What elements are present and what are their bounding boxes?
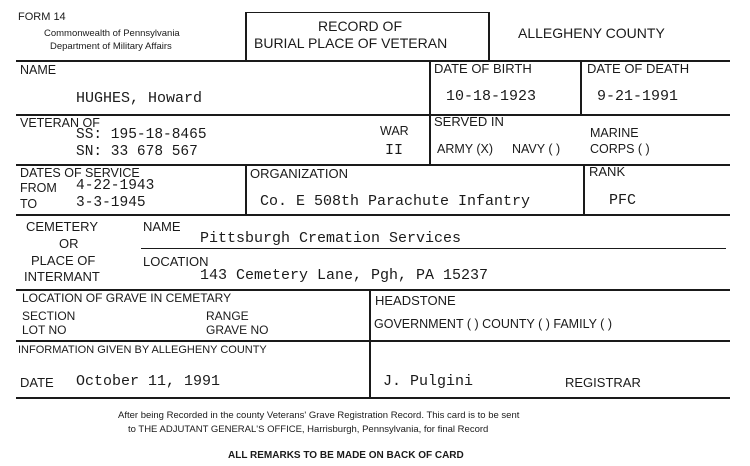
veteran-of-label: VETERAN OF — [20, 116, 100, 130]
organization-value: Co. E 508th Parachute Infantry — [260, 193, 531, 210]
information-given-label: INFORMATION GIVEN BY ALLEGHENY COUNTY — [18, 344, 267, 356]
veteran-name: HUGHES, Howard — [76, 90, 203, 107]
rule-header-left — [245, 12, 247, 60]
date-of-birth-label: DATE OF BIRTH — [434, 61, 532, 76]
rule-service-org — [245, 164, 247, 214]
rule-cemetery-name — [141, 248, 726, 249]
navy-option: NAVY ( ) — [512, 142, 561, 156]
form-title-line-1: RECORD OF — [318, 18, 402, 34]
cemetery-location-label: LOCATION — [143, 254, 209, 269]
rule-info-row — [16, 397, 730, 399]
footer-remarks-note: ALL REMARKS TO BE MADE ON BACK OF CARD — [228, 450, 464, 461]
agency-line-1: Commonwealth of Pennsylvania — [44, 28, 180, 39]
county-name: ALLEGHENY COUNTY — [518, 25, 665, 41]
war-value: II — [385, 142, 404, 159]
form-title-line-2: BURIAL PLACE OF VETERAN — [254, 35, 448, 51]
rule-grave-row — [16, 340, 730, 342]
record-date-label: DATE — [20, 375, 54, 390]
form-number: FORM 14 — [18, 11, 66, 23]
to-label: TO — [20, 197, 38, 211]
rule-service-row — [16, 214, 730, 216]
from-label: FROM — [20, 181, 57, 195]
war-label: WAR — [380, 124, 409, 138]
section-label: SECTION — [22, 309, 76, 323]
dates-of-service-label: DATES OF SERVICE — [20, 166, 140, 180]
rule-name-birth — [429, 60, 431, 164]
rule-name-row — [16, 114, 730, 116]
grave-location-label: LOCATION OF GRAVE IN CEMETARY — [22, 291, 232, 305]
cemetery-label: CEMETERY — [26, 219, 98, 234]
rule-header-right — [488, 12, 490, 60]
headstone-options: GOVERNMENT ( ) COUNTY ( ) FAMILY ( ) — [374, 317, 612, 331]
rule-birth-death — [580, 60, 582, 114]
organization-label: ORGANIZATION — [250, 166, 348, 181]
social-security-number: SS: 195-18-8465 — [76, 127, 207, 143]
cemetery-name-value: Pittsburgh Cremation Services — [200, 230, 462, 247]
date-of-death-value: 9-21-1991 — [597, 88, 679, 105]
rank-value: PFC — [609, 192, 637, 209]
name-label: NAME — [20, 63, 57, 77]
lot-number-label: LOT NO — [22, 323, 67, 337]
served-in-label: SERVED IN — [434, 114, 504, 129]
record-date-value: October 11, 1991 — [76, 373, 221, 390]
marine-corps-option: CORPS ( ) — [590, 142, 650, 156]
grave-number-label: GRAVE NO — [206, 323, 269, 337]
marine-label-line-1: MARINE — [590, 126, 639, 140]
intermant-label: INTERMANT — [24, 269, 100, 284]
footer-instructions-line-1: After being Recorded in the county Veterans' Grave Registration Record. This card is to be sent — [118, 410, 520, 421]
cemetery-or-label: OR — [59, 236, 79, 251]
rule-org-rank — [583, 164, 585, 214]
date-of-death-label: DATE OF DEATH — [587, 61, 690, 76]
date-of-birth-value: 10-18-1923 — [446, 88, 537, 105]
service-to-date: 3-3-1945 — [76, 195, 146, 211]
agency-line-2: Department of Military Affairs — [50, 41, 172, 52]
army-option: ARMY (X) — [437, 142, 494, 156]
service-from-date: 4-22-1943 — [76, 178, 155, 194]
headstone-label: HEADSTONE — [375, 293, 456, 308]
signer-name: J. Pulgini — [383, 373, 474, 390]
cemetery-name-label: NAME — [143, 219, 181, 234]
rule-grave-headstone — [369, 289, 371, 397]
footer-instructions-line-2: to THE ADJUTANT GENERAL'S OFFICE, Harrisburgh, Pennsylvania, for final Record — [128, 424, 489, 435]
rank-label: RANK — [589, 164, 626, 179]
place-of-label: PLACE OF — [31, 253, 96, 268]
rule-header-top — [245, 12, 488, 13]
cemetery-location-value: 143 Cemetery Lane, Pgh, PA 15237 — [200, 267, 489, 284]
range-label: RANGE — [206, 309, 249, 323]
service-number: SN: 33 678 567 — [76, 144, 198, 160]
registrar-title: REGISTRAR — [565, 375, 641, 390]
